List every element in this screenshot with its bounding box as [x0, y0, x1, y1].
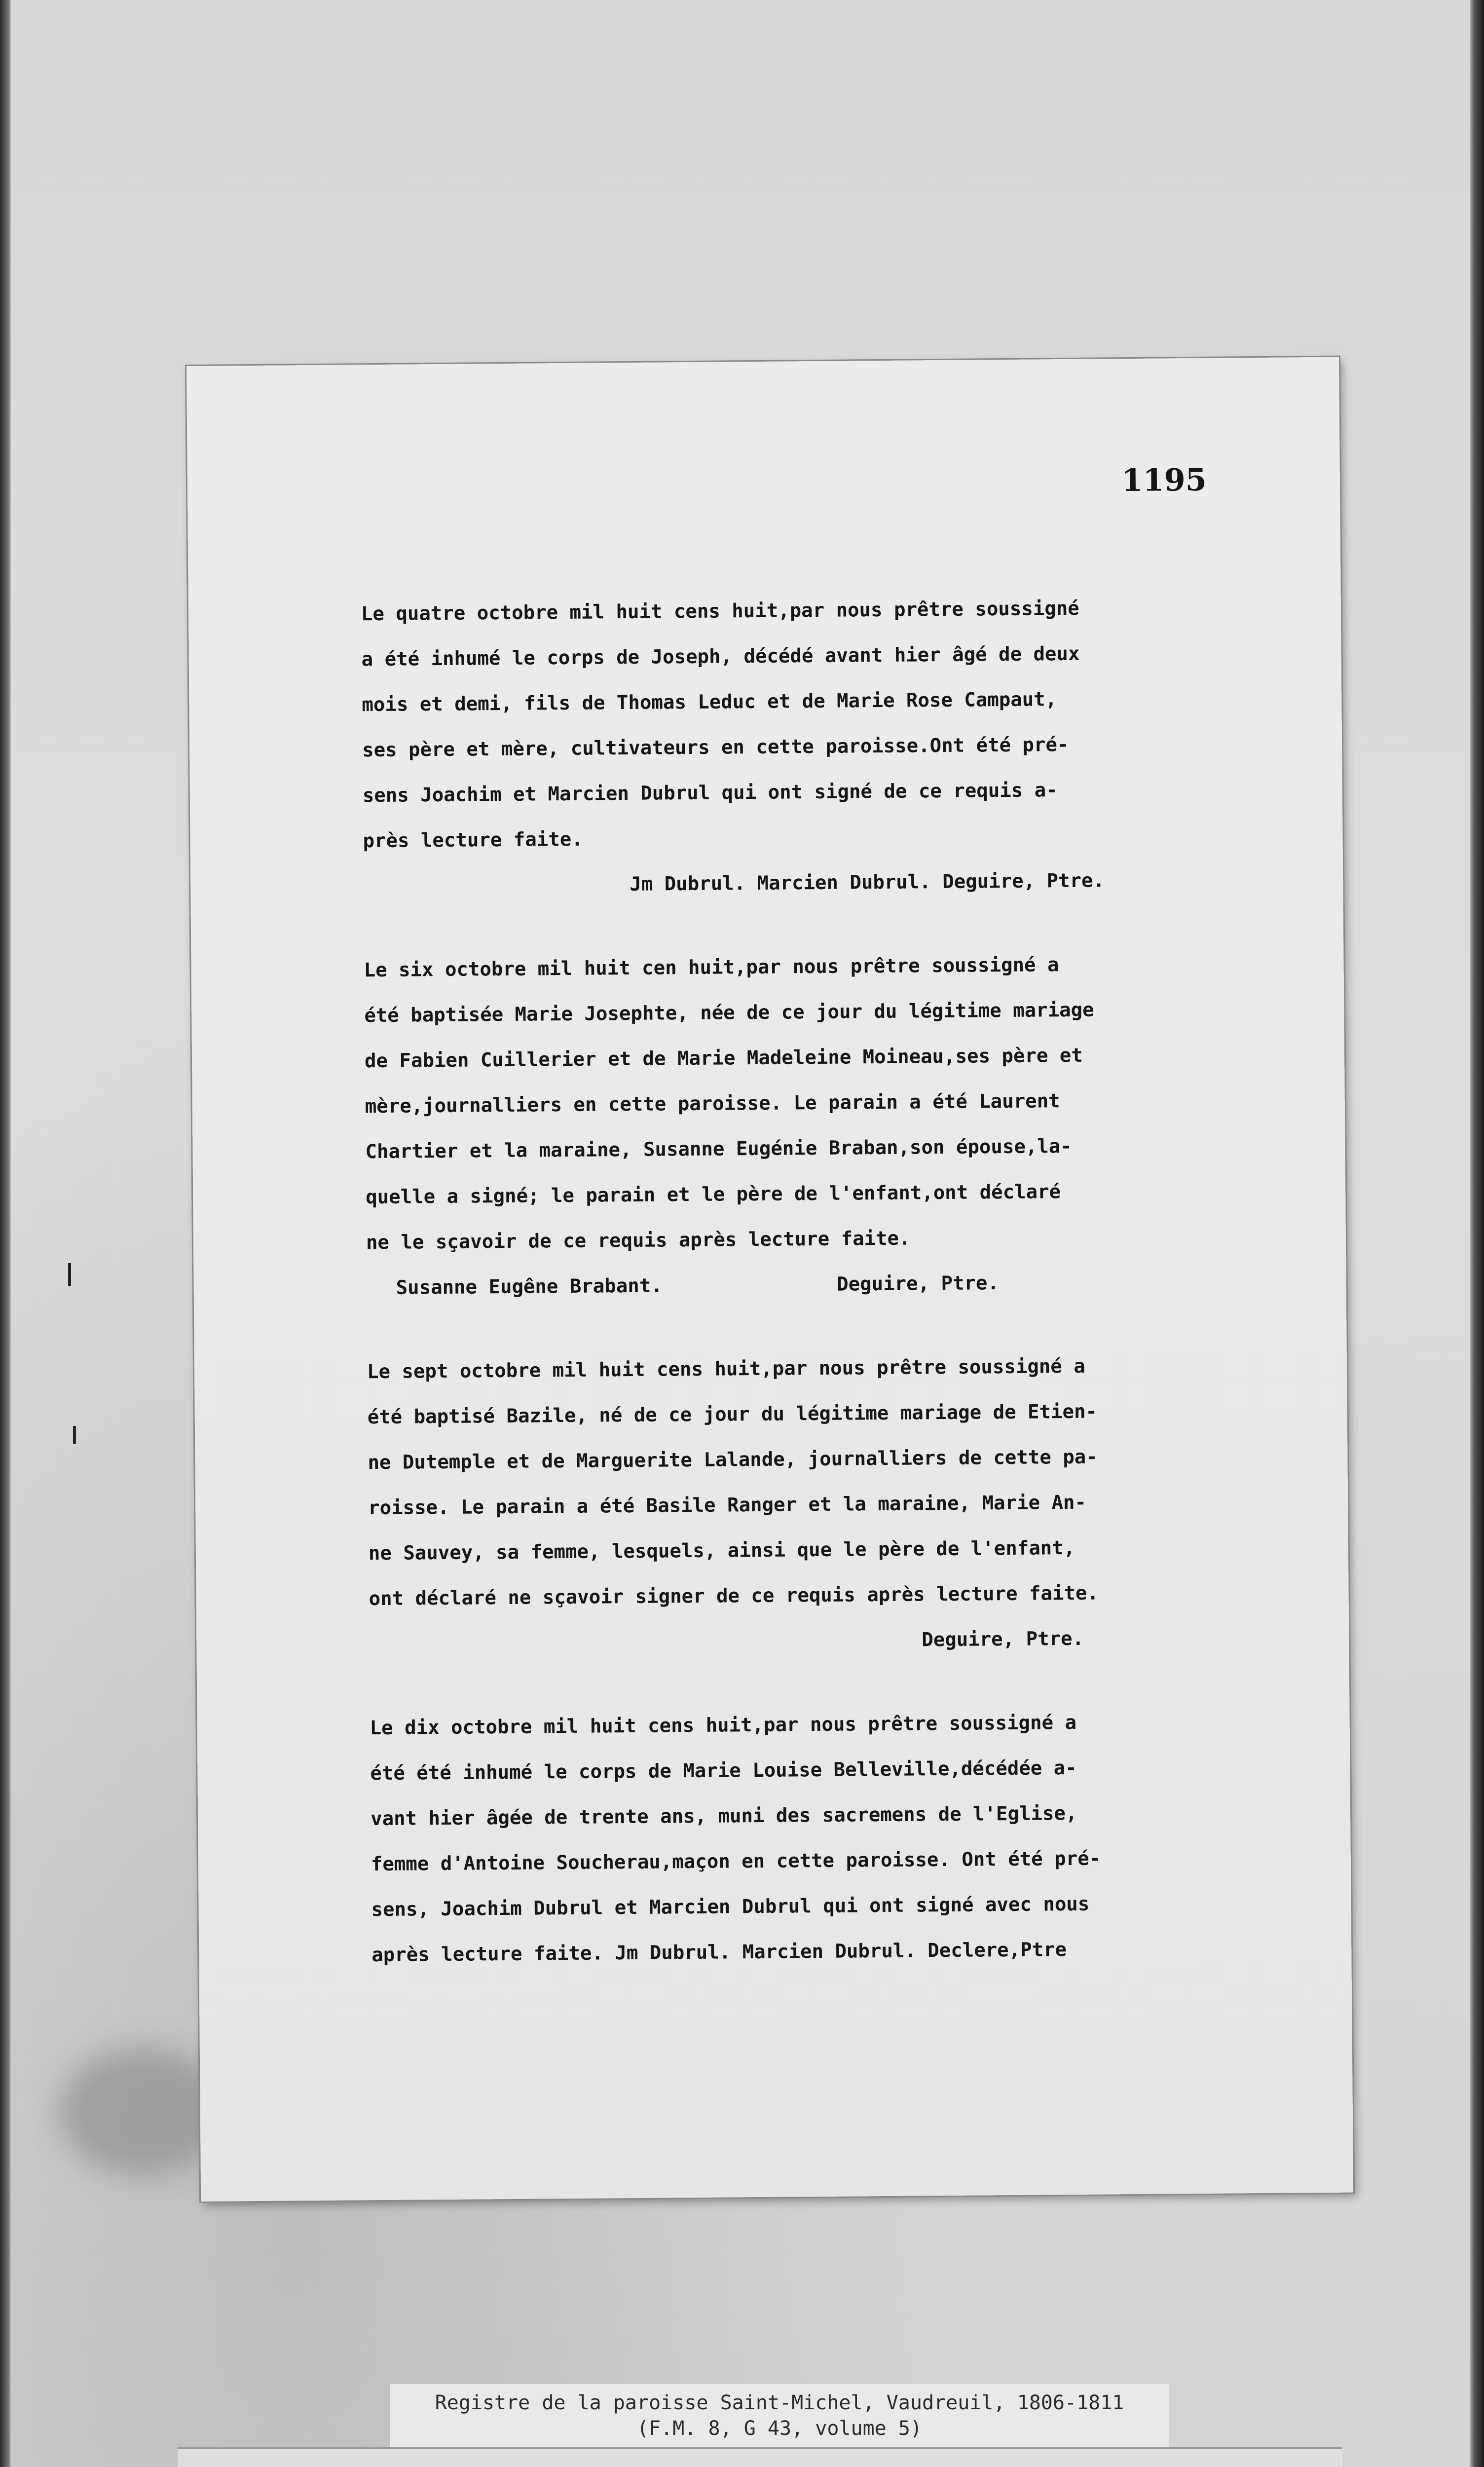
entry-line: mois et demi, fils de Thomas Leduc et de Marie Rose Campaut,: [362, 688, 1057, 716]
register-entry: [370, 1699, 1269, 1978]
entry-line: ont déclaré ne sçavoir signer de ce requis après lecture faite.: [369, 1582, 1099, 1610]
entry-signatures: [366, 1259, 1264, 1311]
film-mark: [68, 1263, 71, 1286]
register-page: [186, 357, 1353, 2202]
archives-label-card: [178, 2447, 1342, 2467]
signature-right: Deguire, Ptre.: [837, 1272, 1000, 1296]
entry-line: Le sept octobre mil huit cens huit,par nous prêtre soussigné a: [367, 1355, 1085, 1383]
entry-line: été baptisée Marie Josephte, née de ce jour du légitime mariage: [364, 999, 1094, 1027]
film-left-edge: [0, 0, 11, 2467]
entry-line: ne le sçavoir de ce requis après lecture faite.: [366, 1227, 911, 1254]
caption-reference: (F.M. 8, G 43, volume 5): [637, 2417, 922, 2440]
register-entry: [361, 585, 1261, 909]
register-entry: [367, 1343, 1267, 1667]
entry-signatures: Jm Dubrul. Marcien Dubrul. Deguire, Ptre.: [630, 869, 1105, 896]
entry-line: été été inhumé le corps de Marie Louise Belleville,décédée a-: [370, 1757, 1077, 1785]
entry-line: sens Joachim et Marcien Dubrul qui ont signé de ce requis a-: [362, 779, 1058, 807]
entry-line: a été inhumé le corps de Joseph, décédé avant hier âgé de deux: [361, 642, 1080, 671]
entry-line: quelle a signé; le parain et le père de l'enfant,ont déclaré: [366, 1181, 1061, 1209]
entry-line: femme d'Antoine Soucherau,maçon en cette paroisse. Ont été pré-: [371, 1847, 1101, 1876]
entry-line: roisse. Le parain a été Basile Ranger et la maraine, Marie An-: [368, 1491, 1087, 1520]
entry-line: ses père et mère, cultivateurs en cette paroisse.Ont été pré-: [362, 733, 1069, 762]
entry-line: sens, Joachim Dubrul et Marcien Dubrul qui ont signé avec nous: [371, 1893, 1090, 1921]
register-entry: [364, 941, 1264, 1311]
entry-line: Chartier et la maraine, Susanne Eugénie Braban,son épouse,la-: [365, 1135, 1072, 1163]
film-right-edge: [1470, 0, 1484, 2467]
entry-line: près lecture faite.: [363, 828, 583, 853]
film-mark: [73, 1426, 76, 1444]
signature-left: Susanne Eugêne Brabant.: [396, 1274, 663, 1299]
entry-line: de Fabien Cuillerier et de Marie Madeleine Moineau,ses père et: [364, 1044, 1083, 1073]
entry-line: Le quatre octobre mil huit cens huit,par nous prêtre soussigné: [361, 597, 1079, 626]
entry-line: après lecture faite. Jm Dubrul. Marcien Dubrul. Declere,Ptre: [371, 1939, 1067, 1967]
entry-signatures: Deguire, Ptre.: [922, 1627, 1084, 1651]
caption-title: Registre de la paroisse Saint-Michel, Vaudreuil, 1806-1811: [435, 2392, 1124, 2414]
entry-line: ne Dutemple et de Marguerite Lalande, journalliers de cette pa-: [368, 1446, 1098, 1474]
entry-line: vant hier âgée de trente ans, muni des sacremens de l'Eglise,: [370, 1802, 1077, 1831]
register-entries: [361, 585, 1270, 2017]
entry-line: Le dix octobre mil huit cens huit,par nous prêtre soussigné a: [370, 1711, 1077, 1740]
microfilm-caption: [390, 2384, 1169, 2448]
entry-line: été baptisé Bazile, né de ce jour du légitime mariage de Etien-: [367, 1400, 1098, 1429]
entry-line: ne Sauvey, sa femme, lesquels, ainsi que le père de l'enfant,: [368, 1536, 1076, 1565]
entry-line: Le six octobre mil huit cen huit,par nous prêtre soussigné a: [364, 954, 1059, 982]
entry-line: mère,journalliers en cette paroisse. Le parain a été Laurent: [365, 1090, 1060, 1118]
page-number: 1195: [1121, 461, 1207, 499]
